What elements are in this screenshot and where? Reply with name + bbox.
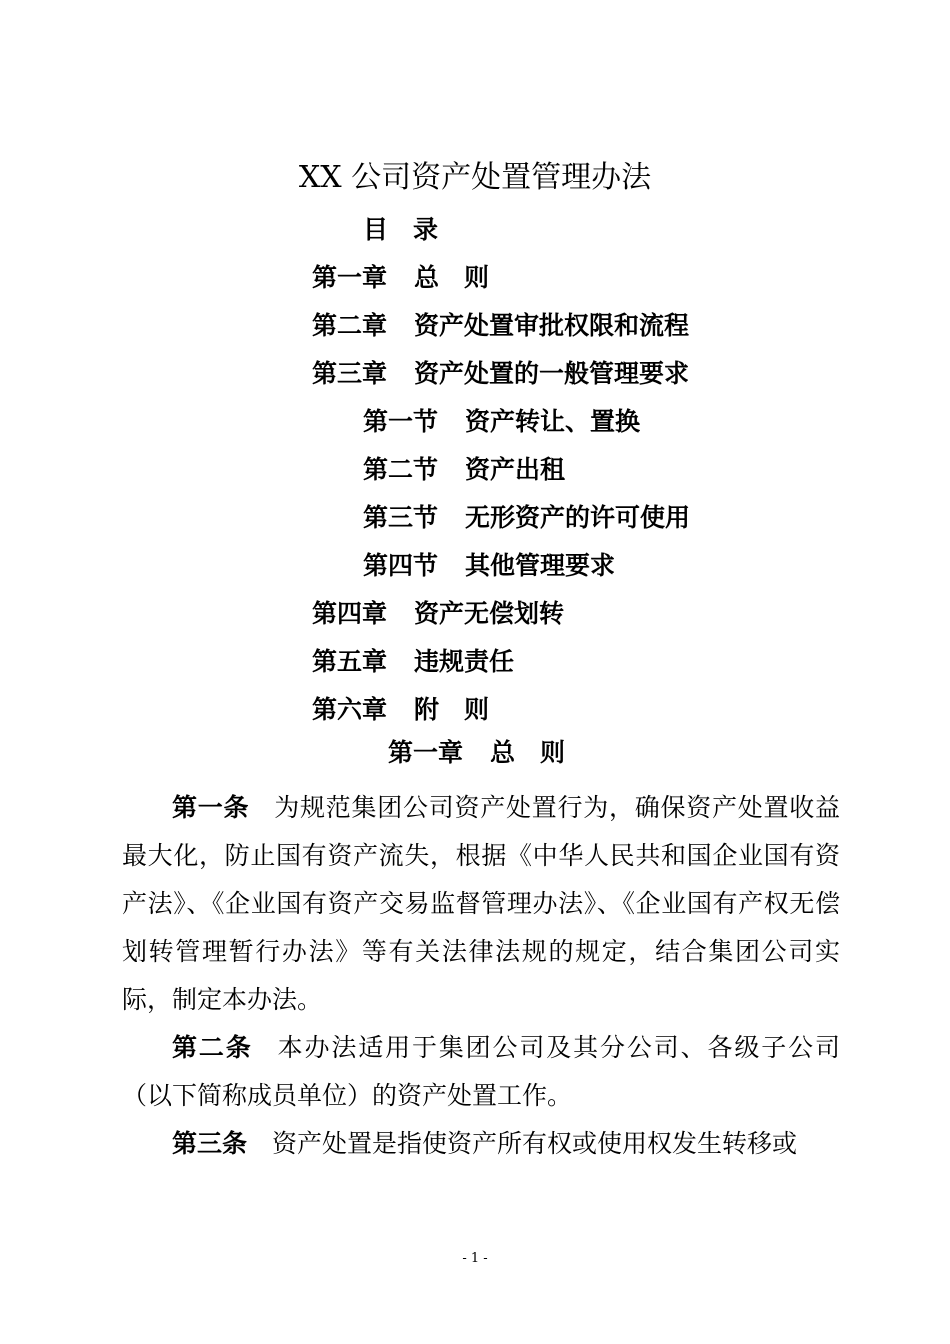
toc-entry-text: 无形资产的许可使用 <box>465 503 691 532</box>
toc-entry-text: 资产处置的一般管理要求 <box>414 359 690 388</box>
toc-entry-number: 第二章 <box>312 311 388 340</box>
toc-entry-chapter-3 <box>312 357 689 391</box>
toc-entry-section-3 <box>363 501 690 535</box>
toc-heading: 目 录 <box>363 215 439 244</box>
chapter-number: 第一章 <box>388 738 464 767</box>
article-paragraph <box>122 784 840 1024</box>
toc-entry-number: 第三节 <box>363 503 439 532</box>
toc-entry-section-2 <box>363 453 565 487</box>
toc-entry-section-1 <box>363 405 640 439</box>
toc-entry-text: 总 则 <box>414 263 490 292</box>
toc-entry-text: 其他管理要求 <box>465 551 616 580</box>
toc-entry-number: 第四节 <box>363 551 439 580</box>
article-paragraph <box>122 1120 840 1168</box>
article-text: 本办法适用于集团公司及其分公司、各级子公司（以下简称成员单位）的资产处置工作。 <box>122 1033 840 1110</box>
toc-entry-number: 第四章 <box>312 599 388 628</box>
article-text: 资产处置是指使资产所有权或使用权发生转移或 <box>272 1129 798 1158</box>
toc-entry-chapter-4 <box>312 597 564 631</box>
toc-entry-number: 第一节 <box>363 407 439 436</box>
toc-entry-number: 第三章 <box>312 359 388 388</box>
toc-entry-number: 第五章 <box>312 647 388 676</box>
article-label: 第二条 <box>172 1033 253 1062</box>
toc-entry-chapter-2 <box>312 309 689 343</box>
toc-entry-number: 第二节 <box>363 455 439 484</box>
toc-entry-number: 第一章 <box>312 263 388 292</box>
toc-entry-text: 资产出租 <box>465 455 566 484</box>
chapter-body <box>122 784 840 1168</box>
article-label: 第三条 <box>172 1129 248 1158</box>
article-label: 第一条 <box>172 793 250 822</box>
toc-entry-text: 资产无偿划转 <box>414 599 565 628</box>
chapter-title: 总 则 <box>490 738 566 767</box>
toc-entry-chapter-6 <box>312 693 489 727</box>
toc-entry-text: 资产处置审批权限和流程 <box>414 311 690 340</box>
toc-entry-section-4 <box>363 549 615 583</box>
toc-entry-text: 附 则 <box>414 695 490 724</box>
toc-entry-chapter-1 <box>312 261 489 295</box>
chapter-heading <box>388 736 565 770</box>
article-paragraph <box>122 1024 840 1120</box>
document-title: XX 公司资产处置管理办法 <box>298 160 652 195</box>
toc-entry-chapter-5 <box>312 645 514 679</box>
page-number: - 1 - <box>462 1251 488 1266</box>
toc-entry-text: 资产转让、置换 <box>465 407 641 436</box>
toc-entry-number: 第六章 <box>312 695 388 724</box>
toc-entry-text: 违规责任 <box>414 647 515 676</box>
article-text: 为规范集团公司资产处置行为，确保资产处置收益最大化，防止国有资产流失，根据《中华人民共和国企业国有资产法》、《企业国有资产交易监督管理办法》、《企业国有产权无偿划转管理暂行办法》等有关法律法规的规定，结合集团公司实际，制定本办法。 <box>122 793 840 1014</box>
